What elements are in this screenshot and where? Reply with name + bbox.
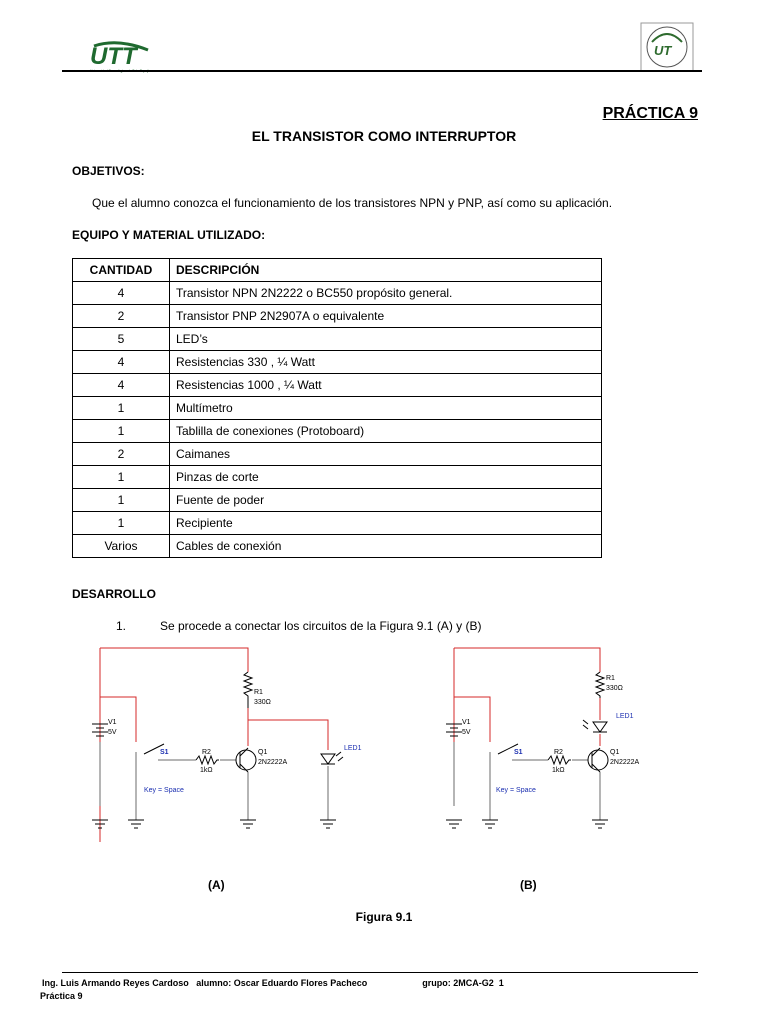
table-row	[73, 489, 602, 512]
quantity-cell: 1	[73, 512, 170, 535]
utt-logo-wordmark: UTT	[90, 43, 137, 70]
description-cell: Cables de conexión	[170, 535, 602, 558]
ut-seal-wordmark: UT	[654, 43, 672, 58]
quantity-cell: 4	[73, 374, 170, 397]
main-title: EL TRANSISTOR COMO INTERRUPTOR	[251, 128, 517, 144]
column-header-quantity: CANTIDAD	[73, 259, 170, 282]
circuit-diagram-a	[88, 642, 362, 834]
description-cell: Multímetro	[170, 397, 602, 420]
r1-label-b: R1	[606, 675, 615, 682]
objectives-heading: OBJETIVOS:	[72, 164, 145, 178]
r2-label: R2	[202, 749, 211, 756]
description-cell: Resistencias 1000 , ¼ Watt	[170, 374, 602, 397]
step-number: 1.	[116, 619, 127, 633]
ut-seal-logo	[640, 22, 694, 72]
quantity-cell: 2	[73, 443, 170, 466]
r1-label: R1	[254, 689, 263, 696]
r1-value: 330Ω	[254, 699, 271, 706]
description-cell: Pinzas de corte	[170, 466, 602, 489]
r2-label-b: R2	[554, 749, 563, 756]
description-cell: Fuente de poder	[170, 489, 602, 512]
q1-part-b: 2N2222A	[610, 759, 640, 766]
description-cell: Resistencias 330 , ¼ Watt	[170, 351, 602, 374]
materials-table	[72, 258, 602, 558]
description-cell: Recipiente	[170, 512, 602, 535]
quantity-cell: 1	[73, 397, 170, 420]
table-row	[73, 328, 602, 351]
footer-credits: Ing. Luis Armando Reyes Cardoso alumno: Oscar Eduardo Flores Pacheco grupo: 2MCA-G2 1	[42, 978, 504, 988]
quantity-cell: Varios	[73, 535, 170, 558]
table-row	[73, 443, 602, 466]
practice-title: PRÁCTICA 9	[602, 105, 698, 122]
figure-label-b: (B)	[520, 878, 537, 892]
footer-practice: Práctica 9	[40, 991, 83, 1001]
quantity-cell: 1	[73, 420, 170, 443]
description-cell: Caimanes	[170, 443, 602, 466]
step-text: Se procede a conectar los circuitos de la Figura 9.1 (A) y (B)	[160, 619, 482, 633]
led-label: LED1	[344, 745, 362, 752]
v1-value-b: 5V	[462, 729, 471, 736]
s1-label: S1	[160, 749, 169, 756]
q1-label: Q1	[258, 749, 268, 756]
description-cell: LED’s	[170, 328, 602, 351]
v1-value: 5V	[108, 729, 117, 736]
header-rule	[62, 70, 702, 72]
description-cell: Tablilla de conexiones (Protoboard)	[170, 420, 602, 443]
key-label-b: Key = Space	[496, 787, 536, 794]
table-row	[73, 535, 602, 558]
table-header-row	[73, 259, 602, 282]
v1-label: V1	[108, 719, 117, 726]
table-row	[73, 351, 602, 374]
table-row	[73, 374, 602, 397]
quantity-cell: 4	[73, 282, 170, 305]
r2-value: 1kΩ	[200, 767, 213, 774]
utt-logo	[88, 40, 168, 74]
description-cell: Transistor NPN 2N2222 o BC550 propósito general.	[170, 282, 602, 305]
q1-part: 2N2222A	[258, 759, 288, 766]
quantity-cell: 1	[73, 489, 170, 512]
quantity-cell: 5	[73, 328, 170, 351]
description-cell: Transistor PNP 2N2907A o equivalente	[170, 305, 602, 328]
development-heading: DESARROLLO	[72, 587, 156, 601]
circuit-diagram-b	[442, 642, 642, 834]
r1-value-b: 330Ω	[606, 685, 623, 692]
r2-value-b: 1kΩ	[552, 767, 565, 774]
table-row	[73, 466, 602, 489]
v1-label-b: V1	[462, 719, 471, 726]
materials-heading: EQUIPO Y MATERIAL UTILIZADO:	[72, 228, 266, 242]
figure-caption: Figura 9.1	[355, 910, 413, 924]
table-row	[73, 512, 602, 535]
column-header-description: DESCRIPCIÓN	[170, 259, 602, 282]
quantity-cell: 1	[73, 466, 170, 489]
table-row	[73, 397, 602, 420]
figure-label-a: (A)	[208, 878, 225, 892]
quantity-cell: 4	[73, 351, 170, 374]
table-row	[73, 420, 602, 443]
quantity-cell: 2	[73, 305, 170, 328]
key-label: Key = Space	[144, 787, 184, 794]
q1-label-b: Q1	[610, 749, 620, 756]
led-label-b: LED1	[616, 713, 634, 720]
footer-rule	[62, 972, 698, 973]
table-row	[73, 282, 602, 305]
objectives-text: Que el alumno conozca el funcionamiento de los transistores NPN y PNP, así como su aplicación.	[92, 196, 613, 210]
s1-label-b: S1	[514, 749, 523, 756]
table-row	[73, 305, 602, 328]
